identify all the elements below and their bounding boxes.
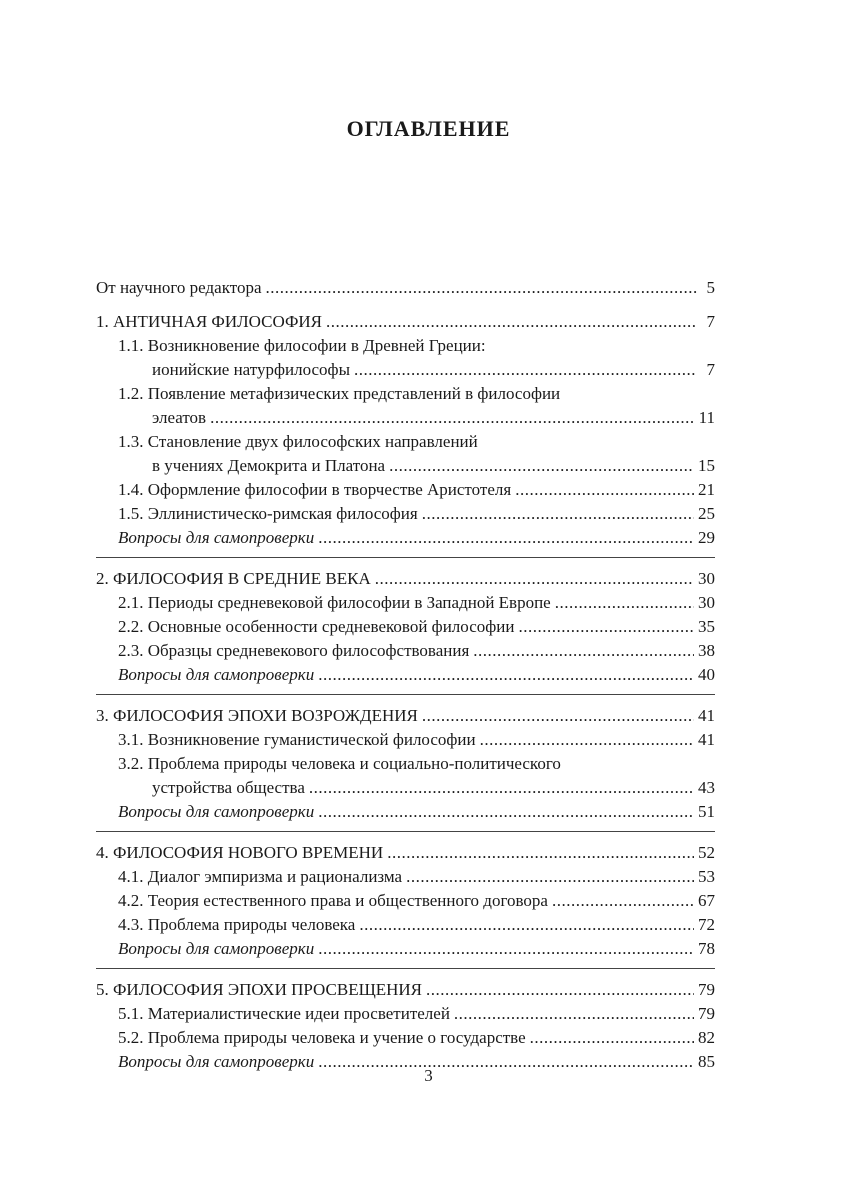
toc-entry-text: 3.1. Возникновение гуманистической философии [118,730,476,749]
toc-entry-text: 4.2. Теория естественного права и общественного договора [118,891,548,910]
leader-dots [387,841,694,865]
section-heading [96,704,715,728]
toc-entry-page: 41 [698,730,715,749]
toc-section [96,978,715,1074]
toc-entry-page: 15 [698,456,715,475]
review-questions [96,663,715,687]
toc-entry-text: ионийские натурфилософы [152,360,350,379]
toc-entry-text: 4. ФИЛОСОФИЯ НОВОГО ВРЕМЕНИ [96,843,384,862]
toc-entry-page: 25 [698,504,715,523]
toc-entry-page: 30 [698,569,715,588]
table-of-contents [96,276,715,1074]
toc-entry-page: 7 [706,360,715,379]
toc-subentry [96,1002,715,1026]
toc-entry-text: 4.3. Проблема природы человека [118,915,356,934]
leader-dots [318,800,694,824]
leader-dots [318,663,694,687]
leader-dots [515,478,694,502]
leader-dots [422,502,694,526]
toc-entry-text: 3. ФИЛОСОФИЯ ЭПОХИ ВОЗРОЖДЕНИЯ [96,706,418,725]
leader-dots [530,1026,694,1050]
leader-dots [480,728,694,752]
toc-entry-text: Вопросы для самопроверки [118,528,315,547]
leader-dots [422,704,694,728]
leader-dots [454,1002,694,1026]
toc-subentry [96,728,715,752]
toc-subentry [96,889,715,913]
leader-dots [359,913,694,937]
leader-dots [326,310,697,334]
toc-entry-text: 2.2. Основные особенности средневековой философии [118,617,515,636]
toc-entry-page: 79 [698,980,715,999]
toc-entry-page: 21 [698,480,715,499]
toc-entry-page: 78 [698,939,715,958]
leader-dots [309,776,694,800]
toc-entry-text: 5. ФИЛОСОФИЯ ЭПОХИ ПРОСВЕЩЕНИЯ [96,980,423,999]
section-heading [96,978,715,1002]
toc-subentry [96,913,715,937]
toc-entry-page: 29 [698,528,715,547]
leader-dots [389,454,694,478]
section-divider [96,968,715,969]
toc-entry-page: 53 [698,867,715,886]
toc-entry-page: 51 [698,802,715,821]
toc-entry-page: 35 [698,617,715,636]
toc-entry-page: 38 [698,641,715,660]
toc-subentry [96,478,715,502]
toc-subentry [96,454,715,478]
toc-subentry [96,639,715,663]
review-questions [96,937,715,961]
toc-entry-text: 1.5. Эллинистическо-римская философия [118,504,418,523]
toc-entry-text: 1. АНТИЧНАЯ ФИЛОСОФИЯ [96,312,322,331]
toc-entry-text: 2.1. Периоды средневековой философии в Западной Европе [118,593,551,612]
leader-dots [426,978,694,1002]
toc-subentry [96,776,715,800]
toc-subentry [96,591,715,615]
toc-entry-page: 82 [698,1028,715,1047]
toc-subentry-line: 3.2. Проблема природы человека и социально-политического [118,754,561,773]
toc-subentry-line: 1.1. Возникновение философии в Древней Греции: [118,336,486,355]
review-questions [96,800,715,824]
toc-entry-text: От научного редактора [96,278,262,297]
page-title: ОГЛАВЛЕНИЕ [346,116,511,141]
leader-dots [552,889,694,913]
leader-dots [265,276,697,300]
toc-entry-text: 5.2. Проблема природы человека и учение о государстве [118,1028,526,1047]
toc-entry-page: 72 [698,915,715,934]
section-heading [96,567,715,591]
toc-entry-text: 2. ФИЛОСОФИЯ В СРЕДНИЕ ВЕКА [96,569,371,588]
toc-entry-text: устройства общества [152,778,305,797]
leader-dots [473,639,694,663]
toc-entry-page: 7 [706,312,715,331]
toc-entry-page: 30 [698,593,715,612]
leader-dots [555,591,694,615]
review-questions [96,526,715,550]
toc-subentry [96,865,715,889]
toc-entry-page: 52 [698,843,715,862]
leader-dots [210,406,695,430]
toc-entry-text: 1.4. Оформление философии в творчестве Аристотеля [118,480,512,499]
toc-entry-editor [96,276,715,300]
toc-subentry [96,502,715,526]
leader-dots [318,526,694,550]
toc-entry-page: 40 [698,665,715,684]
toc-subentry [96,358,715,382]
toc-entry-text: Вопросы для самопроверки [118,665,315,684]
toc-entry-page: 79 [698,1004,715,1023]
toc-section [96,841,715,961]
section-divider [96,694,715,695]
toc-subentry-line: 1.2. Появление метафизических представлений в философии [118,384,561,403]
section-divider [96,557,715,558]
toc-entry-text: Вопросы для самопроверки [118,1052,315,1071]
toc-entry-text: Вопросы для самопроверки [118,939,315,958]
leader-dots [406,865,694,889]
toc-entry-text: 4.1. Диалог эмпиризма и рационализма [118,867,403,886]
leader-dots [354,358,697,382]
toc-entry-page: 5 [706,278,715,297]
leader-dots [518,615,694,639]
toc-entry-page: 41 [698,706,715,725]
toc-subentry [96,1026,715,1050]
toc-entry-text: 5.1. Материалистические идеи просветителей [118,1004,450,1023]
section-heading [96,841,715,865]
toc-entry-text: в учениях Демокрита и Платона [152,456,386,475]
toc-entry-page: 43 [698,778,715,797]
toc-entry-text: Вопросы для самопроверки [118,802,315,821]
toc-entry-page: 11 [698,408,715,427]
toc-entry-text: 2.3. Образцы средневекового философствования [118,641,470,660]
section-heading [96,310,715,334]
toc-subentry-line: 1.3. Становление двух философских направлений [118,432,478,451]
leader-dots [318,937,694,961]
toc-entry-page: 85 [698,1052,715,1071]
toc-section [96,704,715,824]
page-number: 3 [424,1066,433,1085]
section-divider [96,831,715,832]
toc-subentry [96,615,715,639]
toc-entry-text: элеатов [152,408,207,427]
toc-subentry [96,406,715,430]
toc-entry-page: 67 [698,891,715,910]
leader-dots [375,567,694,591]
toc-section [96,310,715,550]
toc-section [96,567,715,687]
